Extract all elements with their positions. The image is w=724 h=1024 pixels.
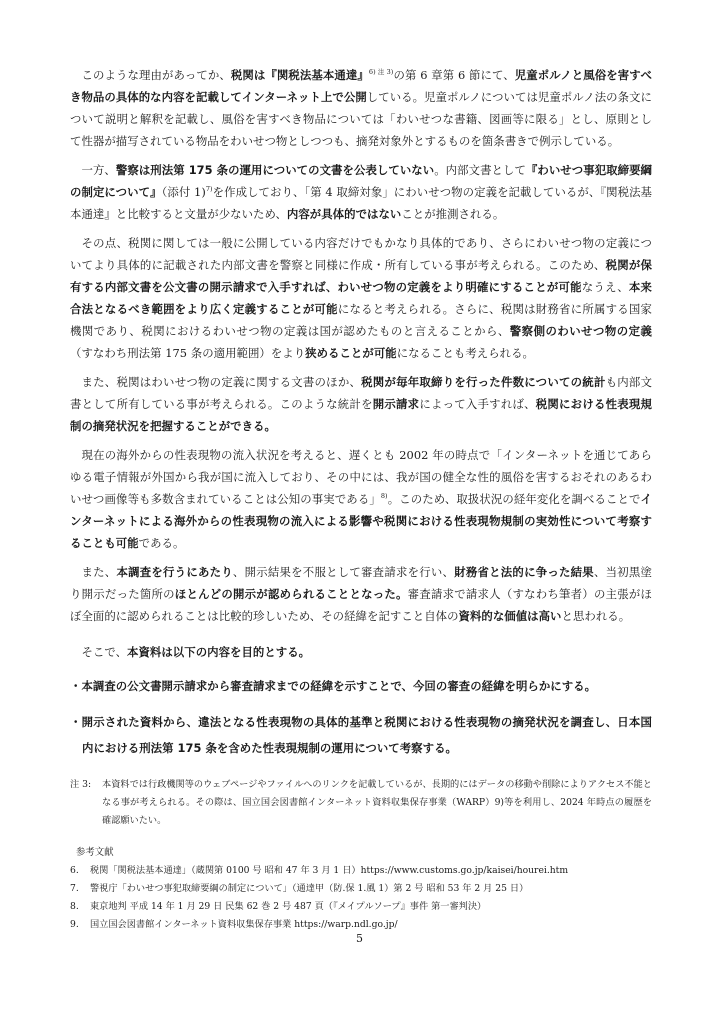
text-run: また、	[81, 565, 117, 579]
text-run: も内部文書として所有している事が考えられる。このような統計を	[70, 375, 653, 411]
text-run: である。	[138, 536, 185, 550]
purpose-statement	[70, 641, 652, 663]
reference-number: 7.	[70, 883, 79, 894]
body-paragraph	[70, 444, 652, 554]
purpose-list	[70, 673, 652, 761]
text-run: になると考えられる。さらに、税関は財務省に所属する国家機関であり、税関におけるわいせつ物の定義は国が認めたものと言えることから、	[70, 302, 652, 338]
emphasis-text: 税関が保有する内部文書を公文書の開示請求で入手すれば、わいせつ物の定義をより明確にすることが可能	[70, 258, 652, 294]
reference-item	[70, 898, 660, 916]
text-run: の第 6 章第 6 節にて、	[393, 68, 515, 82]
references-list	[70, 862, 660, 934]
text-run: と思われる。	[561, 609, 631, 623]
reference-number: 6.	[70, 865, 79, 876]
text-run: 。このため、取扱状況の経年変化を調べることで	[387, 492, 641, 506]
reference-text: 警視庁「わいせつ事犯取締要綱の制定について」（通達甲（防.保 1.風 1）第 2 号 昭和 53 年 2 月 25 日）	[90, 883, 529, 894]
reference-item	[70, 916, 660, 934]
reference-text: 東京地判 平成 14 年 1 月 29 日 民集 62 巻 2 号 487 頁（『メイプルソープ』事件 第一審判決）	[90, 901, 487, 912]
emphasis-text: 税関における性表現規制の摘発状況を把握することができる。	[70, 397, 652, 433]
purpose-item: ・本調査の公文書開示請求から審査請求までの経緯を示すことで、今回の審査の経緯を明らかにする。	[70, 679, 597, 693]
body-paragraph	[70, 64, 652, 152]
footnote-marker: 7)	[205, 185, 213, 193]
body-text	[70, 64, 652, 771]
paragraphs	[70, 64, 652, 627]
emphasis-text: 財務省と法的に争った結果	[454, 565, 594, 579]
emphasis-text: 狭めることが可能	[305, 346, 397, 360]
text-run: になることも考えられる。	[396, 346, 534, 360]
text-run: 。内部文書として	[434, 163, 526, 177]
emphasis-text: 税関が毎年取締りを行った件数についての統計	[361, 375, 606, 389]
emphasis-text: 開示請求	[372, 397, 420, 411]
footnote	[70, 776, 652, 830]
text-run: 、開示結果を不服として審査請求を行い、	[232, 565, 455, 579]
body-paragraph	[70, 232, 652, 364]
footnote-text: 本資料では行政機関等のウェブページやファイルへのリンクを記載しているが、長期的にはデータの移動や削除によりアクセス不能となる事が考えられる。その際は、国立国会図書館インターネット資料収集保存事業（WARP）9)等を利用し、2024 年時点の履歴を確認願いたい。	[102, 779, 652, 826]
text-run: （すなわち刑法第 175 条の適用範囲）をより	[70, 346, 306, 360]
reference-number: 8.	[70, 901, 79, 912]
emphasis-text: 警察は刑法第 175 条の運用についての文書を公表していない	[115, 163, 435, 177]
text-run: そこで、	[81, 645, 128, 659]
text-run: ことが推測される。	[401, 207, 505, 221]
text-run: によって入手すれば、	[419, 397, 536, 411]
reference-item	[70, 880, 660, 898]
emphasis-text: 税関は『関税法基本通達』	[230, 68, 369, 82]
purpose-item: ・開示された資料から、違法となる性表現物の具体的基準と税関における性表現物の摘発状況を調査し、日本国内における刑法第 175 条を含めた性表現規制の運用について考察する。	[70, 715, 652, 755]
text-run: 一方、	[81, 163, 116, 177]
text-run: （添付 1)	[161, 185, 206, 199]
emphasis-text: 本資料は以下の内容を目的とする。	[127, 645, 311, 659]
text-run: 審査請求で請求人（すなわち筆者）の主張がほぼ全面的に認められることは比較的珍しいため、その経緯を記すこと自体の	[70, 587, 652, 623]
text-run: 現在の海外からの性表現物の流入状況を考えると、遅くとも 2002 年の時点で「インターネットを通じてあらゆる電子情報が外国から我が国に流入しており、その中には、我が国の健全な性的風俗を害するおそれのあるわいせつ画像等も多数含まれていることは公知の事実である」	[70, 448, 652, 506]
emphasis-text: 『わいせつ事犯取締要綱の制定について』	[70, 163, 652, 199]
page-number: 5	[356, 932, 363, 945]
references-title: 参考文献	[76, 847, 114, 858]
text-run: また、税関はわいせつ物の定義に関する文書のほか、	[81, 375, 362, 389]
emphasis-text: 内容が具体的ではない	[286, 207, 402, 221]
text-run: している。児童ポルノについては児童ポルノ法の条文について説明と解釈を記載し、風俗を害すべき物品については「わいせつな書籍、図画等に限る」とし、原則として性器が描写されている物品をわいせつ物としつつも、摘発対象外とするものを箇条書きで例示している。	[70, 90, 652, 148]
text-run: なうえ、	[581, 280, 629, 294]
footnote-marker: 6) 注 3)	[368, 68, 394, 76]
reference-item	[70, 862, 660, 880]
text-run: を作成しており、「第 4 取締対象」にわいせつ物の定義を記載しているが、『関税法基本通達』と比較すると文量が少ないため、	[70, 185, 652, 221]
footnote-label: 注 3:	[70, 779, 92, 790]
text-run: このような理由があってか、	[81, 68, 231, 82]
reference-text: 国立国会図書館インターネット資料収集保存事業 https://warp.ndl.go.jp/	[90, 919, 398, 930]
text-run: 、当初黒塗り開示だった箇所の	[70, 565, 652, 601]
emphasis-text: 本調査を行うにあたり	[116, 565, 233, 579]
emphasis-text: 警察側のわいせつ物の定義	[509, 324, 652, 338]
emphasis-text: 児童ポルノと風俗を害すべき物品の具体的な内容を記載してインターネット上で公開	[70, 68, 653, 104]
body-paragraph	[70, 561, 652, 627]
text-run: その点、税関に関しては一般に公開している内容だけでもかなり具体的であり、さらにわいせつ物の定義についてより具体的に記載された内部文書を警察と同様に作成・所有している事が考えられる。このため、	[70, 236, 652, 272]
emphasis-text: 資料的な価値は高い	[458, 609, 562, 623]
body-paragraph	[70, 371, 652, 437]
emphasis-text: インターネットによる海外からの性表現物の流入による影響や税関における性表現物規制の実効性について考察することも可能	[70, 492, 652, 550]
body-paragraph	[70, 159, 652, 225]
emphasis-text: 本来合法となるべき範囲をより広く定義することが可能	[70, 280, 652, 316]
reference-text: 税関「関税法基本通達」（蔵関第 0100 号 昭和 47 年 3 月 1 日）https://www.customs.go.jp/kaisei/hourei.htm	[90, 865, 569, 876]
footnote-marker: 8)	[380, 492, 388, 500]
reference-number: 9.	[70, 919, 79, 930]
emphasis-text: ほとんどの開示が認められることとなった。	[174, 587, 408, 601]
